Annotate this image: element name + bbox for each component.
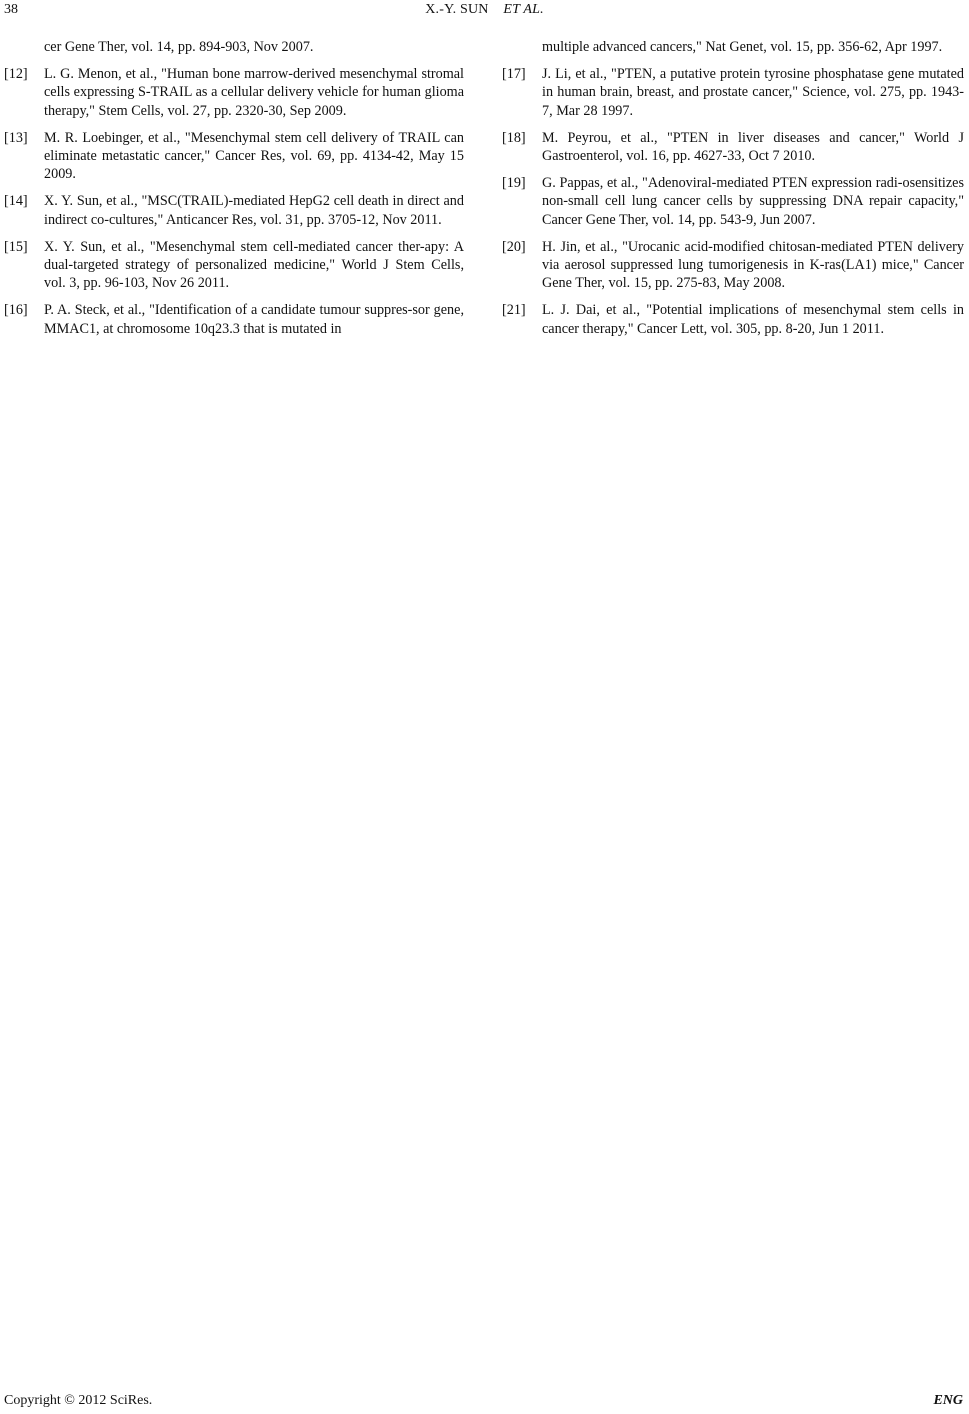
running-head-author: X.-Y. SUN: [425, 2, 489, 17]
reference-17: [502, 65, 964, 120]
reference-number: [15]: [4, 238, 28, 255]
reference-text: J. Li, et al., "PTEN, a putative protein tyrosine phosphatase gene mutated in human brain, breast, and prostate cancer," Science, vol. 275, pp. 1943-7, Mar 28 1997.: [542, 66, 964, 119]
reference-18: [502, 129, 964, 165]
reference-text: P. A. Steck, et al., "Identification of a candidate tumour suppres-sor gene, MMAC1, at chromosome 10q23.3 that is mutated in: [44, 302, 464, 337]
reference-15: [4, 238, 464, 293]
reference-number: [13]: [4, 129, 28, 146]
reference-14: [4, 192, 464, 228]
page-footer: [0, 1393, 969, 1413]
reference-number: [19]: [502, 175, 526, 192]
reference-text: X. Y. Sun, et al., "MSC(TRAIL)-mediated HepG2 cell death in direct and indirect co-cultures," Anticancer Res, vol. 31, pp. 3705-12, Nov 2011.: [44, 193, 464, 228]
page-number: 38: [4, 2, 18, 17]
reference-number: [14]: [4, 193, 28, 210]
reference-continuation: multiple advanced cancers," Nat Genet, vol. 15, pp. 356-62, Apr 1997.: [542, 39, 943, 55]
reference-text: H. Jin, et al., "Urocanic acid-modified chitosan-mediated PTEN delivery via aerosol suppressed lung tumorigenesis in K-ras(LA1) mice," Cancer Gene Ther, vol. 15, pp. 275-83, May 2008.: [542, 238, 964, 292]
page-header: [0, 0, 969, 26]
reference-text: M. R. Loebinger, et al., "Mesenchymal stem cell delivery of TRAIL can eliminate metastatic cancer," Cancer Res, vol. 69, pp. 4134-42, May 15 2009.: [44, 129, 464, 183]
reference-number: [20]: [502, 238, 526, 255]
running-head-etal: ET AL.: [503, 2, 544, 17]
reference-number: [17]: [502, 66, 526, 83]
reference-number: [16]: [4, 302, 28, 319]
reference-12: [4, 65, 464, 120]
references-right-column: [502, 38, 964, 347]
reference-text: L. G. Menon, et al., "Human bone marrow-derived mesenchymal stromal cells expressing S-TRAIL as a cellular delivery vehicle for human glioma therapy," Stem Cells, vol. 27, pp. 2320-30, Sep 2009.: [44, 66, 464, 119]
references-left-column: [4, 38, 464, 347]
reference-number: [18]: [502, 129, 526, 146]
reference-text: X. Y. Sun, et al., "Mesenchymal stem cell-mediated cancer ther-apy: A dual-targeted strategy of personalized medicine," World J Stem Cells, vol. 3, pp. 96-103, Nov 26 2011.: [44, 238, 464, 292]
reference-21: [502, 301, 964, 337]
reference-text: M. Peyrou, et al., "PTEN in liver diseases and cancer," World J Gastroenterol, vol. 16, pp. 4627-33, Oct 7 2010.: [542, 129, 964, 165]
reference-text: L. J. Dai, et al., "Potential implications of mesenchymal stem cells in cancer therapy," Cancer Lett, vol. 305, pp. 8-20, Jun 1 2011.: [542, 302, 964, 337]
running-head: [0, 2, 969, 18]
reference-20: [502, 238, 964, 293]
journal-abbreviation: ENG: [933, 1393, 963, 1408]
reference-text: G. Pappas, et al., "Adenoviral-mediated PTEN expression radi-osensitizes non-small cell lung cancer cells by suppressing DNA repair capacity," Cancer Gene Ther, vol. 14, pp. 543-9, Jun 2007.: [542, 175, 964, 228]
reference-continuation: cer Gene Ther, vol. 14, pp. 894-903, Nov 2007.: [44, 39, 314, 55]
reference-19: [502, 174, 964, 229]
reference-13: [4, 129, 464, 184]
reference-number: [21]: [502, 302, 526, 319]
reference-number: [12]: [4, 66, 28, 83]
reference-16: [4, 301, 464, 337]
copyright-notice: Copyright © 2012 SciRes.: [4, 1393, 153, 1408]
